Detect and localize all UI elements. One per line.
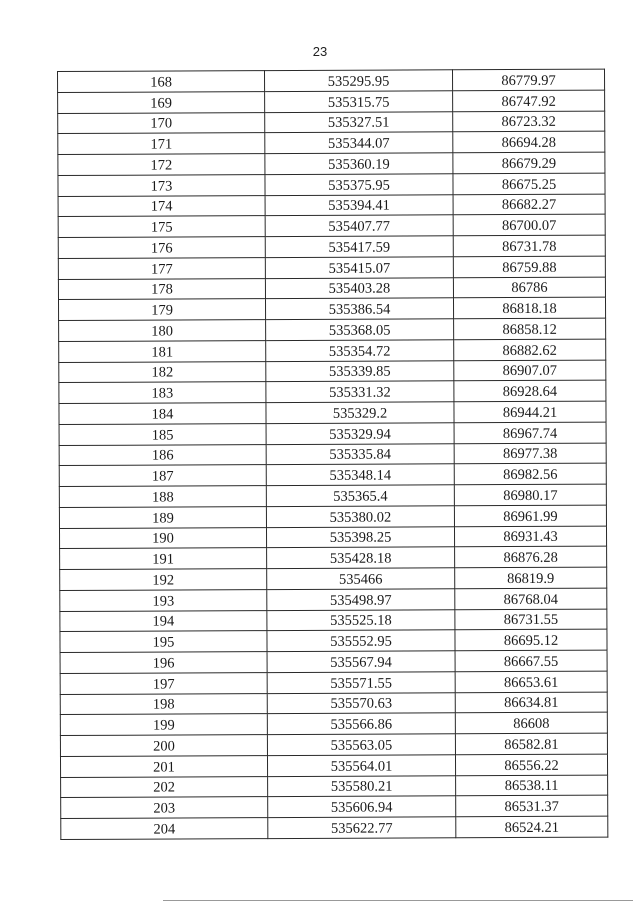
x-coordinate-cell: 535375.95 bbox=[265, 174, 453, 196]
point-number-cell: 182 bbox=[59, 361, 266, 383]
y-coordinate-cell: 86961.99 bbox=[454, 505, 606, 526]
point-number-cell: 191 bbox=[60, 548, 267, 570]
coordinates-table bbox=[57, 69, 608, 840]
table-row bbox=[59, 422, 606, 445]
y-coordinate-cell: 86980.17 bbox=[454, 484, 606, 505]
y-coordinate-cell: 86779.97 bbox=[452, 69, 604, 90]
y-coordinate-cell: 86682.27 bbox=[453, 194, 605, 215]
x-coordinate-cell: 535386.54 bbox=[265, 298, 453, 320]
x-coordinate-cell: 535339.85 bbox=[266, 360, 454, 382]
table-row bbox=[58, 297, 605, 320]
y-coordinate-cell: 86786 bbox=[453, 277, 605, 298]
point-number-cell: 178 bbox=[58, 278, 265, 300]
point-number-cell: 170 bbox=[58, 112, 265, 134]
page-number: 23 bbox=[312, 44, 328, 59]
table-row bbox=[59, 526, 606, 549]
table-row bbox=[60, 567, 607, 590]
point-number-cell: 179 bbox=[58, 299, 265, 321]
table-row bbox=[58, 69, 605, 92]
table-row bbox=[60, 546, 607, 569]
table-row bbox=[61, 795, 608, 818]
y-coordinate-cell: 86928.64 bbox=[454, 380, 606, 401]
x-coordinate-cell: 535403.28 bbox=[265, 277, 453, 299]
y-coordinate-cell: 86538.11 bbox=[456, 775, 608, 796]
y-coordinate-cell: 86747.92 bbox=[453, 90, 605, 111]
table-row bbox=[60, 712, 607, 735]
table-row bbox=[59, 401, 606, 424]
y-coordinate-cell: 86768.04 bbox=[455, 588, 607, 609]
point-number-cell: 176 bbox=[58, 237, 265, 259]
table-row bbox=[58, 152, 605, 175]
point-number-cell: 203 bbox=[61, 797, 268, 819]
table-row bbox=[59, 484, 606, 507]
x-coordinate-cell: 535398.25 bbox=[266, 526, 454, 548]
y-coordinate-cell: 86700.07 bbox=[453, 214, 605, 235]
y-coordinate-cell: 86556.22 bbox=[455, 754, 607, 775]
point-number-cell: 168 bbox=[58, 71, 265, 93]
point-number-cell: 186 bbox=[59, 444, 266, 466]
table-row bbox=[60, 588, 607, 611]
x-coordinate-cell: 535415.07 bbox=[265, 257, 453, 279]
point-number-cell: 183 bbox=[59, 382, 266, 404]
x-coordinate-cell: 535580.21 bbox=[268, 775, 456, 797]
y-coordinate-cell: 86695.12 bbox=[455, 629, 607, 650]
point-number-cell: 192 bbox=[60, 569, 267, 591]
table-row bbox=[58, 194, 605, 217]
table-row bbox=[60, 650, 607, 673]
point-number-cell: 187 bbox=[59, 465, 266, 487]
table-row bbox=[58, 90, 605, 113]
point-number-cell: 181 bbox=[59, 340, 266, 362]
point-number-cell: 184 bbox=[59, 403, 266, 425]
x-coordinate-cell: 535552.95 bbox=[267, 630, 455, 652]
x-coordinate-cell: 535567.94 bbox=[267, 651, 455, 673]
point-number-cell: 200 bbox=[60, 735, 267, 757]
x-coordinate-cell: 535407.77 bbox=[265, 215, 453, 237]
table-row bbox=[58, 256, 605, 279]
point-number-cell: 193 bbox=[60, 589, 267, 611]
x-coordinate-cell: 535563.05 bbox=[267, 734, 455, 756]
coordinates-table-body bbox=[58, 69, 608, 839]
table-row bbox=[59, 505, 606, 528]
y-coordinate-cell: 86819.9 bbox=[455, 567, 607, 588]
point-number-cell: 194 bbox=[60, 610, 267, 632]
table-row bbox=[61, 816, 608, 839]
x-coordinate-cell: 535417.59 bbox=[265, 236, 453, 258]
point-number-cell: 196 bbox=[60, 652, 267, 674]
point-number-cell: 174 bbox=[58, 195, 265, 217]
table-row bbox=[60, 733, 607, 756]
x-coordinate-cell: 535428.18 bbox=[267, 547, 455, 569]
y-coordinate-cell: 86759.88 bbox=[453, 256, 605, 277]
table-row bbox=[58, 173, 605, 196]
x-coordinate-cell: 535344.07 bbox=[265, 132, 453, 154]
footer-rule bbox=[163, 900, 633, 901]
y-coordinate-cell: 86653.61 bbox=[455, 671, 607, 692]
point-number-cell: 173 bbox=[58, 174, 265, 196]
x-coordinate-cell: 535466 bbox=[267, 568, 455, 590]
y-coordinate-cell: 86944.21 bbox=[454, 401, 606, 422]
point-number-cell: 171 bbox=[58, 133, 265, 155]
point-number-cell: 190 bbox=[59, 527, 266, 549]
y-coordinate-cell: 86582.81 bbox=[455, 733, 607, 754]
x-coordinate-cell: 535348.14 bbox=[266, 464, 454, 486]
point-number-cell: 198 bbox=[60, 693, 267, 715]
x-coordinate-cell: 535606.94 bbox=[268, 796, 456, 818]
y-coordinate-cell: 86876.28 bbox=[455, 546, 607, 567]
point-number-cell: 201 bbox=[60, 755, 267, 777]
x-coordinate-cell: 535354.72 bbox=[266, 340, 454, 362]
x-coordinate-cell: 535315.75 bbox=[265, 91, 453, 113]
point-number-cell: 188 bbox=[59, 486, 266, 508]
y-coordinate-cell: 86675.25 bbox=[453, 173, 605, 194]
table-row bbox=[60, 609, 607, 632]
x-coordinate-cell: 535570.63 bbox=[267, 692, 455, 714]
x-coordinate-cell: 535329.94 bbox=[266, 423, 454, 445]
y-coordinate-cell: 86818.18 bbox=[453, 297, 605, 318]
y-coordinate-cell: 86977.38 bbox=[454, 443, 606, 464]
y-coordinate-cell: 86907.07 bbox=[454, 360, 606, 381]
table-row bbox=[58, 111, 605, 134]
y-coordinate-cell: 86608 bbox=[455, 712, 607, 733]
x-coordinate-cell: 535331.32 bbox=[266, 381, 454, 403]
x-coordinate-cell: 535525.18 bbox=[267, 609, 455, 631]
x-coordinate-cell: 535564.01 bbox=[267, 755, 455, 777]
table-row bbox=[58, 235, 605, 258]
y-coordinate-cell: 86931.43 bbox=[454, 526, 606, 547]
table-row bbox=[61, 775, 608, 798]
y-coordinate-cell: 86982.56 bbox=[454, 463, 606, 484]
x-coordinate-cell: 535365.4 bbox=[266, 485, 454, 507]
table-row bbox=[59, 380, 606, 403]
x-coordinate-cell: 535566.86 bbox=[267, 713, 455, 735]
point-number-cell: 189 bbox=[59, 506, 266, 528]
point-number-cell: 204 bbox=[61, 818, 268, 840]
table-row bbox=[58, 277, 605, 300]
y-coordinate-cell: 86634.81 bbox=[455, 692, 607, 713]
table-row bbox=[59, 339, 606, 362]
x-coordinate-cell: 535380.02 bbox=[266, 506, 454, 528]
point-number-cell: 177 bbox=[58, 257, 265, 279]
y-coordinate-cell: 86731.78 bbox=[453, 235, 605, 256]
y-coordinate-cell: 86731.55 bbox=[455, 609, 607, 630]
point-number-cell: 202 bbox=[61, 776, 268, 798]
y-coordinate-cell: 86531.37 bbox=[456, 795, 608, 816]
point-number-cell: 180 bbox=[59, 320, 266, 342]
point-number-cell: 197 bbox=[60, 672, 267, 694]
point-number-cell: 195 bbox=[60, 631, 267, 653]
table-row bbox=[59, 463, 606, 486]
y-coordinate-cell: 86694.28 bbox=[453, 131, 605, 152]
x-coordinate-cell: 535327.51 bbox=[265, 111, 453, 133]
point-number-cell: 172 bbox=[58, 154, 265, 176]
table-row bbox=[58, 131, 605, 154]
x-coordinate-cell: 535295.95 bbox=[265, 70, 453, 92]
point-number-cell: 169 bbox=[58, 91, 265, 113]
y-coordinate-cell: 86524.21 bbox=[456, 816, 608, 837]
point-number-cell: 175 bbox=[58, 216, 265, 238]
y-coordinate-cell: 86967.74 bbox=[454, 422, 606, 443]
x-coordinate-cell: 535498.97 bbox=[267, 589, 455, 611]
table-row bbox=[59, 360, 606, 383]
y-coordinate-cell: 86858.12 bbox=[454, 318, 606, 339]
table-row bbox=[58, 214, 605, 237]
table-row bbox=[59, 318, 606, 341]
point-number-cell: 185 bbox=[59, 423, 266, 445]
table-row bbox=[60, 629, 607, 652]
x-coordinate-cell: 535394.41 bbox=[265, 194, 453, 216]
table-row bbox=[59, 443, 606, 466]
y-coordinate-cell: 86667.55 bbox=[455, 650, 607, 671]
y-coordinate-cell: 86723.32 bbox=[453, 111, 605, 132]
table-row bbox=[60, 692, 607, 715]
point-number-cell: 199 bbox=[60, 714, 267, 736]
x-coordinate-cell: 535329.2 bbox=[266, 402, 454, 424]
y-coordinate-cell: 86882.62 bbox=[454, 339, 606, 360]
x-coordinate-cell: 535368.05 bbox=[266, 319, 454, 341]
x-coordinate-cell: 535360.19 bbox=[265, 153, 453, 175]
x-coordinate-cell: 535622.77 bbox=[268, 817, 456, 839]
y-coordinate-cell: 86679.29 bbox=[453, 152, 605, 173]
x-coordinate-cell: 535571.55 bbox=[267, 672, 455, 694]
table-row bbox=[60, 671, 607, 694]
table-row bbox=[60, 754, 607, 777]
x-coordinate-cell: 535335.84 bbox=[266, 443, 454, 465]
